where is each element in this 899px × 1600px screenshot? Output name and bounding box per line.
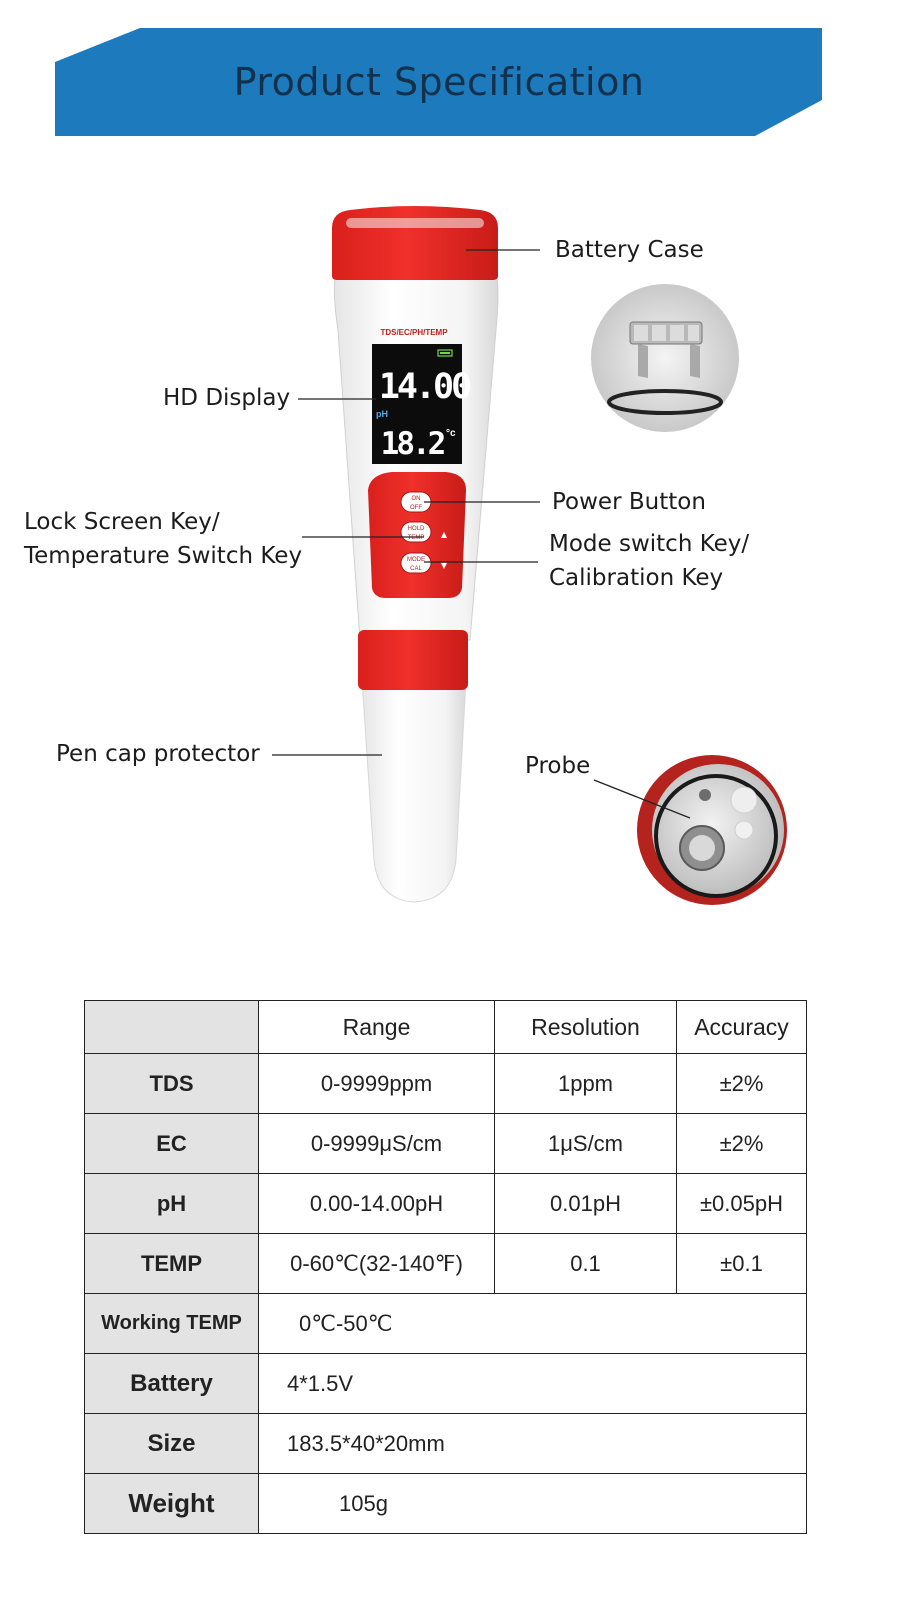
value-cell: 4*1.5V — [259, 1354, 807, 1414]
mode-switch-key-label-line2: Calibration Key — [549, 565, 724, 591]
lock-screen-key-label-line1: Lock Screen Key/ — [24, 509, 220, 535]
accuracy-cell: ±0.1 — [677, 1234, 807, 1294]
hd-display-label: HD Display — [163, 385, 291, 411]
spec-table — [84, 1000, 807, 1534]
row-label: Battery — [85, 1354, 259, 1414]
svg-text:HOLD: HOLD — [407, 526, 425, 532]
spec-row-size — [85, 1414, 807, 1474]
probe-photo — [637, 755, 787, 905]
spec-row-battery — [85, 1354, 807, 1414]
up-arrow-icon: ▲ — [440, 530, 448, 539]
row-label: pH — [85, 1174, 259, 1234]
display-temp-unit: °c — [446, 428, 456, 439]
display-main-unit: pH — [376, 409, 388, 419]
spec-header-range: Range — [259, 1001, 495, 1054]
spec-table-header-row — [85, 1001, 807, 1054]
svg-text:OFF: OFF — [410, 505, 422, 511]
svg-text:ON: ON — [411, 496, 421, 502]
pen-cap-label: Pen cap protector — [56, 741, 260, 767]
resolution-cell: 0.1 — [495, 1234, 677, 1294]
power-button-label: Power Button — [552, 489, 706, 515]
svg-text:CAL: CAL — [410, 566, 422, 572]
red-band — [358, 630, 468, 690]
range-cell: 0-9999ppm — [259, 1054, 495, 1114]
range-cell: 0-9999μS/cm — [259, 1114, 495, 1174]
spec-header-resolution: Resolution — [495, 1001, 677, 1054]
spec-row-ec — [85, 1114, 807, 1174]
mode-switch-key-label-line1: Mode switch Key/ — [549, 531, 750, 557]
accuracy-cell: ±0.05pH — [677, 1174, 807, 1234]
display-main-reading: 14.00 — [378, 367, 470, 407]
spec-row-tds — [85, 1054, 807, 1114]
spec-row-working-temp — [85, 1294, 807, 1354]
value-cell: 183.5*40*20mm — [259, 1414, 807, 1474]
row-label: Working TEMP — [85, 1294, 259, 1354]
pen-cap — [362, 680, 466, 902]
display-temp-reading: 18.2 — [380, 426, 444, 462]
resolution-cell: 1ppm — [495, 1054, 677, 1114]
accuracy-cell: ±2% — [677, 1114, 807, 1174]
row-label: TEMP — [85, 1234, 259, 1294]
spec-row-ph — [85, 1174, 807, 1234]
resolution-cell: 1μS/cm — [495, 1114, 677, 1174]
resolution-cell: 0.01pH — [495, 1174, 677, 1234]
value-cell: 105g — [259, 1474, 807, 1534]
spec-row-weight — [85, 1474, 807, 1534]
battery-case-photo — [591, 284, 739, 432]
spec-header-corner — [85, 1001, 259, 1054]
value-cell: 0℃-50℃ — [259, 1294, 807, 1354]
accuracy-cell: ±2% — [677, 1054, 807, 1114]
spec-header-accuracy: Accuracy — [677, 1001, 807, 1054]
row-label: Size — [85, 1414, 259, 1474]
svg-text:MODE: MODE — [407, 557, 425, 563]
probe-label: Probe — [525, 753, 591, 779]
spec-row-temp — [85, 1234, 807, 1294]
battery-case-label: Battery Case — [555, 237, 704, 263]
svg-text:TEMP: TEMP — [407, 535, 425, 541]
display-brand: TDS/EC/PH/TEMP — [380, 328, 448, 337]
battery-case-cap — [332, 206, 498, 280]
row-label: Weight — [85, 1474, 259, 1534]
range-cell: 0.00-14.00pH — [259, 1174, 495, 1234]
lock-screen-key-label-line2: Temperature Switch Key — [24, 543, 303, 569]
down-arrow-icon: ▼ — [440, 561, 448, 570]
row-label: EC — [85, 1114, 259, 1174]
row-label: TDS — [85, 1054, 259, 1114]
range-cell: 0-60℃(32-140℉) — [259, 1234, 495, 1294]
banner-title: Product Specification — [233, 60, 645, 104]
